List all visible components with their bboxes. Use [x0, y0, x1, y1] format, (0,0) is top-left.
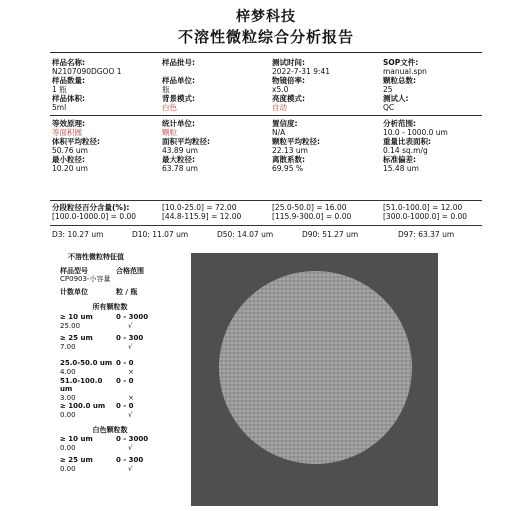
- info-max-size: 最大粒径: 63.78 um: [162, 155, 198, 173]
- white-particles-title: 白色颗粒数: [92, 425, 128, 434]
- d3-value: D3: 10.27 um: [52, 230, 104, 239]
- fail-mark: ×: [128, 393, 134, 402]
- pass-mark: √: [128, 342, 133, 351]
- result-row: 0.00 √: [60, 411, 182, 420]
- distribution-bin: [100.0-1000.0] = 0.00: [52, 212, 137, 221]
- panel-title: 不溶性微粒特征值: [68, 253, 124, 261]
- result-row: 4.00 ×: [60, 368, 182, 377]
- info-std-dev: 标准偏差: 15.48 um: [383, 155, 419, 173]
- d-values-row: [52, 230, 484, 239]
- info-analysis-range: 分析范围: 10.0 - 1000.0 um: [383, 119, 448, 137]
- info-sample-name: 样品名称: N2107090DGOO 1: [52, 58, 122, 76]
- company-name: 梓梦科技: [236, 9, 296, 25]
- info-specific-surface: 重量比表面积: 0.14 sq.m/g: [383, 137, 431, 155]
- distribution-label: 分段粒径百分含量(%):: [52, 203, 130, 212]
- info-test-time: 测试时间: 2022-7-31 9:41: [272, 58, 331, 76]
- info-min-size: 最小粒径: 10.20 um: [52, 155, 88, 173]
- info-volume-mean: 体积平均粒径: 50.76 um: [52, 137, 100, 155]
- limit-row: ≥ 10 um 0 - 3000: [60, 435, 149, 444]
- section-divider: [50, 115, 482, 116]
- particle-feature-panel: [60, 253, 182, 473]
- info-spacer: [52, 112, 484, 119]
- unit-value: 粒 / 瓶: [116, 287, 138, 296]
- d50-value: D50: 14.07 um: [217, 230, 274, 239]
- pass-mark: √: [128, 464, 133, 473]
- info-equivalence: 等效原理: 等面积圆: [52, 119, 85, 137]
- d90-value: D90: 51.27 um: [302, 230, 359, 239]
- model-label: 样品型号: [60, 266, 88, 275]
- result-row: 7.00 √: [60, 343, 182, 352]
- pass-mark: √: [128, 321, 133, 330]
- info-area-mean: 面积平均粒径: 43.89 um: [162, 137, 210, 155]
- info-dispersion: 离散系数: 69.95 %: [272, 155, 305, 173]
- report-title: 不溶性微粒综合分析报告: [177, 28, 354, 46]
- filter-membrane-circle: [219, 271, 412, 464]
- pass-mark: √: [128, 443, 133, 452]
- panel-model-row: [60, 275, 182, 284]
- info-objective: 物镜倍率: x5.0: [272, 76, 305, 94]
- info-tester: 测试人: QC: [383, 94, 409, 112]
- filter-membrane-image: [191, 253, 438, 506]
- info-sample-unit: 样品单位: 瓶: [162, 76, 195, 94]
- limit-row: 51.0-100.0 um 0 - 0: [60, 376, 134, 394]
- header-divider: [50, 52, 482, 53]
- distribution-bin: [300.0-1000.0] = 0.00: [383, 212, 468, 221]
- result-row: 3.00 ×: [60, 394, 182, 403]
- info-sample-quantity: 样品数量: 1 瓶: [52, 76, 85, 94]
- distribution-bin: [25.0-50.0] = 16.00: [272, 203, 347, 212]
- range-label: 合格范围: [116, 266, 144, 275]
- limit-row: ≥ 10 um 0 - 3000: [60, 312, 149, 321]
- info-stat-unit: 统计单位: 颗粒: [162, 119, 195, 137]
- panel-model-header: [60, 267, 182, 276]
- limit-row: ≥ 25 um 0 - 300: [60, 334, 144, 343]
- info-background-mode: 背景模式: 白色: [162, 94, 195, 112]
- fail-mark: ×: [128, 367, 134, 376]
- result-row: 25.00 √: [60, 322, 182, 331]
- limit-row: ≥ 25 um 0 - 300: [60, 456, 144, 465]
- pass-mark: √: [128, 410, 133, 419]
- result-row: 0.00 √: [60, 444, 182, 453]
- d-values-divider: [50, 225, 482, 226]
- unit-label: 计数单位: [60, 287, 88, 296]
- info-particle-mean: 颗粒平均粒径: 22.13 um: [272, 137, 320, 155]
- info-sop-file: SOP文件: manual.spn: [383, 58, 427, 76]
- limit-row: ≥ 100.0 um 0 - 0: [60, 402, 134, 411]
- info-brightness-mode: 亮度模式: 自动: [272, 94, 305, 112]
- panel-unit-row: [60, 288, 182, 297]
- distribution-divider: [50, 200, 482, 201]
- d97-value: D97: 63.37 um: [398, 230, 455, 239]
- size-distribution: [52, 203, 484, 221]
- info-total-particles: 颗粒总数: 25: [383, 76, 416, 94]
- info-sample-volume: 样品体积: 5ml: [52, 94, 85, 112]
- distribution-bin: [10.0-25.0] = 72.00: [162, 203, 237, 212]
- result-row: 0.00 √: [60, 465, 182, 474]
- limit-row: 25.0-50.0 um 0 - 0: [60, 359, 134, 368]
- info-batch-number: 样品批号:: [162, 58, 195, 67]
- distribution-bin: [51.0-100.0] = 12.00: [383, 203, 463, 212]
- model-value: CP0903-小容量: [60, 275, 111, 284]
- d10-value: D10: 11.07 um: [132, 230, 189, 239]
- all-particles-title: 所有颗粒数: [92, 303, 128, 312]
- distribution-bin: [115.9-300.0] = 0.00: [272, 212, 352, 221]
- info-confidence: 置信度: N/A: [272, 119, 298, 137]
- sample-info-grid: [52, 58, 484, 173]
- distribution-bin: [44.8-115.9] = 12.00: [162, 212, 242, 221]
